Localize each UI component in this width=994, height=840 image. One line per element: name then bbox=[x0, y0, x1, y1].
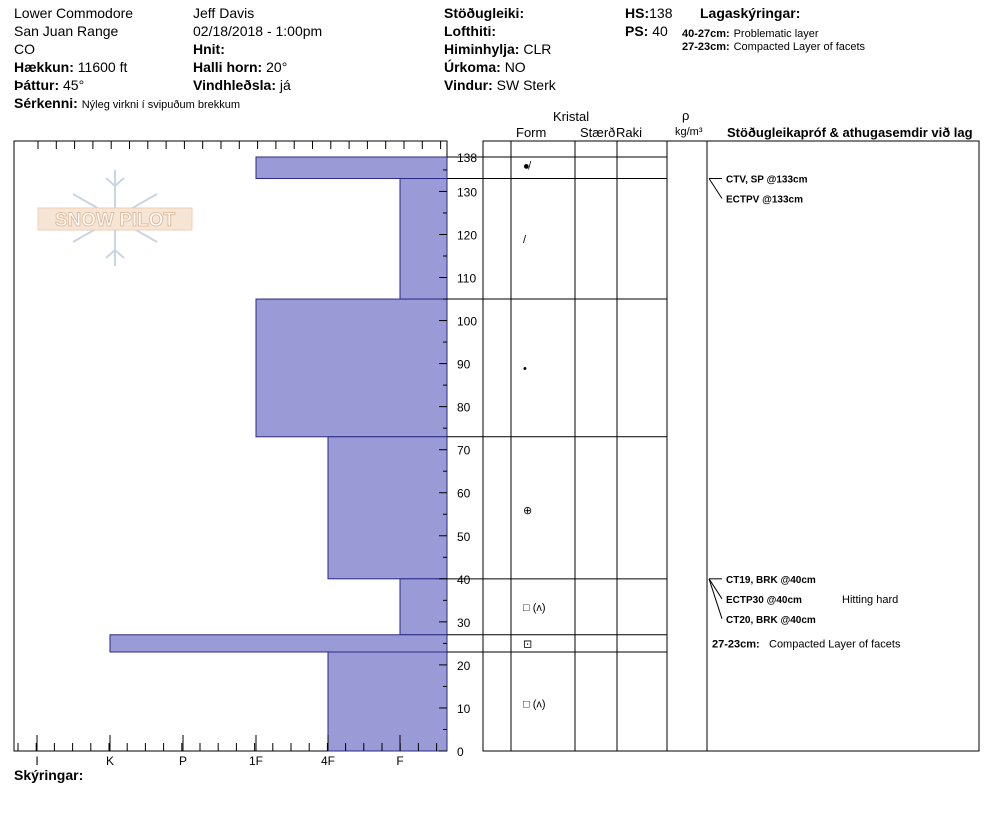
y-tick-label-130: 130 bbox=[457, 185, 478, 200]
x-tick-label-K: K bbox=[105, 754, 115, 768]
sky-label: Himinhylja: bbox=[444, 41, 520, 57]
notes-label: Skýringar: bbox=[14, 767, 84, 783]
precip-label: Úrkoma: bbox=[444, 59, 501, 75]
layer-note-1-range: 40-27cm: bbox=[682, 28, 730, 40]
ps-value: 40 bbox=[652, 23, 668, 39]
test-pointer-1 bbox=[709, 179, 722, 199]
size-header: Stærð bbox=[580, 125, 616, 140]
elevation-label: Hækkun: bbox=[14, 59, 74, 75]
grain-form-5: ⊡ bbox=[523, 638, 533, 651]
elevation-value: 11600 ft bbox=[77, 59, 128, 75]
grain-form-6: □ (ʌ) bbox=[523, 698, 546, 711]
hardness-bar-2 bbox=[256, 299, 447, 437]
hardness-bar-5 bbox=[110, 635, 447, 652]
y-tick-label-20: 20 bbox=[457, 658, 471, 673]
x-tick-label-4F: 4F bbox=[320, 754, 336, 768]
x-tick-label-F: F bbox=[396, 754, 404, 768]
density-symbol: ρ bbox=[682, 108, 690, 123]
state: CO bbox=[14, 41, 35, 57]
test-label-1: ECTPV @133cm bbox=[726, 194, 804, 206]
layer-note-2-text: Compacted Layer of facets bbox=[733, 41, 866, 53]
stability-label: Stöðugleiki: bbox=[444, 5, 525, 21]
x-tick-label-P: P bbox=[178, 754, 188, 768]
test-label-0: CTV, SP @133cm bbox=[726, 174, 808, 186]
wind-value: SW Sterk bbox=[496, 77, 556, 93]
x-tick-label-I: I bbox=[35, 754, 39, 768]
y-tick-label-120: 120 bbox=[457, 228, 478, 243]
test-pointer-4 bbox=[709, 579, 722, 619]
hardness-bar-6 bbox=[328, 652, 447, 751]
air-temp-label: Lofthiti: bbox=[444, 23, 497, 39]
test-label-3: ECTP30 @40cm bbox=[726, 594, 802, 606]
grain-form-3: ⊕ bbox=[523, 504, 533, 517]
layer-table bbox=[447, 141, 979, 751]
crystal-header: Kristal bbox=[553, 109, 590, 124]
slope-value: 20° bbox=[266, 59, 288, 75]
y-tick-label-80: 80 bbox=[457, 400, 471, 415]
y-tick-label-90: 90 bbox=[457, 357, 471, 372]
hs-label: HS: bbox=[625, 5, 650, 21]
test-pointer-3 bbox=[709, 579, 722, 599]
grain-form-0: ●̸ bbox=[523, 160, 530, 173]
x-tick-label-1F: 1F bbox=[248, 754, 264, 768]
grain-form-2: • bbox=[523, 362, 527, 375]
layer-comment-text: Compacted Layer of facets bbox=[769, 638, 901, 651]
wind-label: Vindur: bbox=[444, 77, 493, 93]
y-tick-label-110: 110 bbox=[457, 271, 477, 286]
layer-comment-range: 27-23cm: bbox=[712, 638, 760, 651]
slope-label: Halli horn: bbox=[193, 59, 263, 75]
sky-value: CLR bbox=[523, 41, 552, 57]
aspect-value: 45° bbox=[63, 77, 85, 93]
hardness-bar-3 bbox=[328, 437, 447, 579]
location: Lower Commodore bbox=[14, 5, 134, 21]
y-tick-label-0: 0 bbox=[457, 745, 464, 759]
observer: Jeff Davis bbox=[193, 5, 255, 21]
test-label-2: CT19, BRK @40cm bbox=[726, 574, 816, 586]
wind-loading-value: já bbox=[279, 77, 291, 93]
coords-label: Hnit: bbox=[193, 41, 225, 57]
range: San Juan Range bbox=[14, 23, 119, 39]
aspect-label: Þáttur: bbox=[14, 77, 60, 93]
wind-loading-label: Vindhleðsla: bbox=[193, 77, 276, 93]
y-tick-label-70: 70 bbox=[457, 443, 471, 458]
tests-header: Stöðugleikapróf & athugasemdir við lag bbox=[727, 125, 973, 140]
form-header: Form bbox=[516, 125, 547, 140]
datetime: 02/18/2018 - 1:00pm bbox=[193, 23, 323, 39]
density-unit: kg/m³ bbox=[675, 126, 703, 138]
y-tick-label-60: 60 bbox=[457, 486, 471, 501]
layer-note-2-range: 27-23cm: bbox=[682, 41, 730, 53]
stability-tests bbox=[709, 175, 901, 651]
hardness-bar-4 bbox=[400, 579, 447, 635]
logo-text: SNOW PILOT bbox=[54, 210, 176, 231]
y-tick-label-100: 100 bbox=[457, 314, 478, 329]
hardness-bar-0 bbox=[256, 157, 447, 179]
test-label-4: CT20, BRK @40cm bbox=[726, 614, 816, 626]
y-tick-label-30: 30 bbox=[457, 615, 471, 630]
y-tick-label-40: 40 bbox=[457, 572, 471, 587]
y-tick-label-10: 10 bbox=[457, 701, 471, 716]
layer-note-1-text: Problematic layer bbox=[733, 28, 819, 40]
ps-label: PS: bbox=[625, 23, 649, 39]
test-note-3: Hitting hard bbox=[842, 593, 899, 606]
grain-form-4: □ (ʌ) bbox=[523, 601, 546, 614]
features-label: Sérkenni: bbox=[14, 95, 78, 111]
hs-value: 138 bbox=[649, 5, 673, 21]
hardness-bar-1 bbox=[400, 179, 447, 300]
precip-value: NO bbox=[504, 59, 526, 75]
grain-form-1: / bbox=[523, 233, 527, 246]
moisture-header: Raki bbox=[616, 125, 643, 140]
grain-forms bbox=[523, 161, 546, 711]
hardness-bars bbox=[110, 157, 447, 751]
table-frame bbox=[483, 141, 979, 751]
y-tick-label-138: 138 bbox=[457, 151, 478, 165]
snowpilot-logo bbox=[38, 170, 192, 266]
y-tick-label-50: 50 bbox=[457, 529, 471, 544]
layer-notes-title: Lagaskýringar: bbox=[700, 5, 801, 21]
features-value: Nýleg virkni í svipuðum brekkum bbox=[81, 99, 241, 111]
